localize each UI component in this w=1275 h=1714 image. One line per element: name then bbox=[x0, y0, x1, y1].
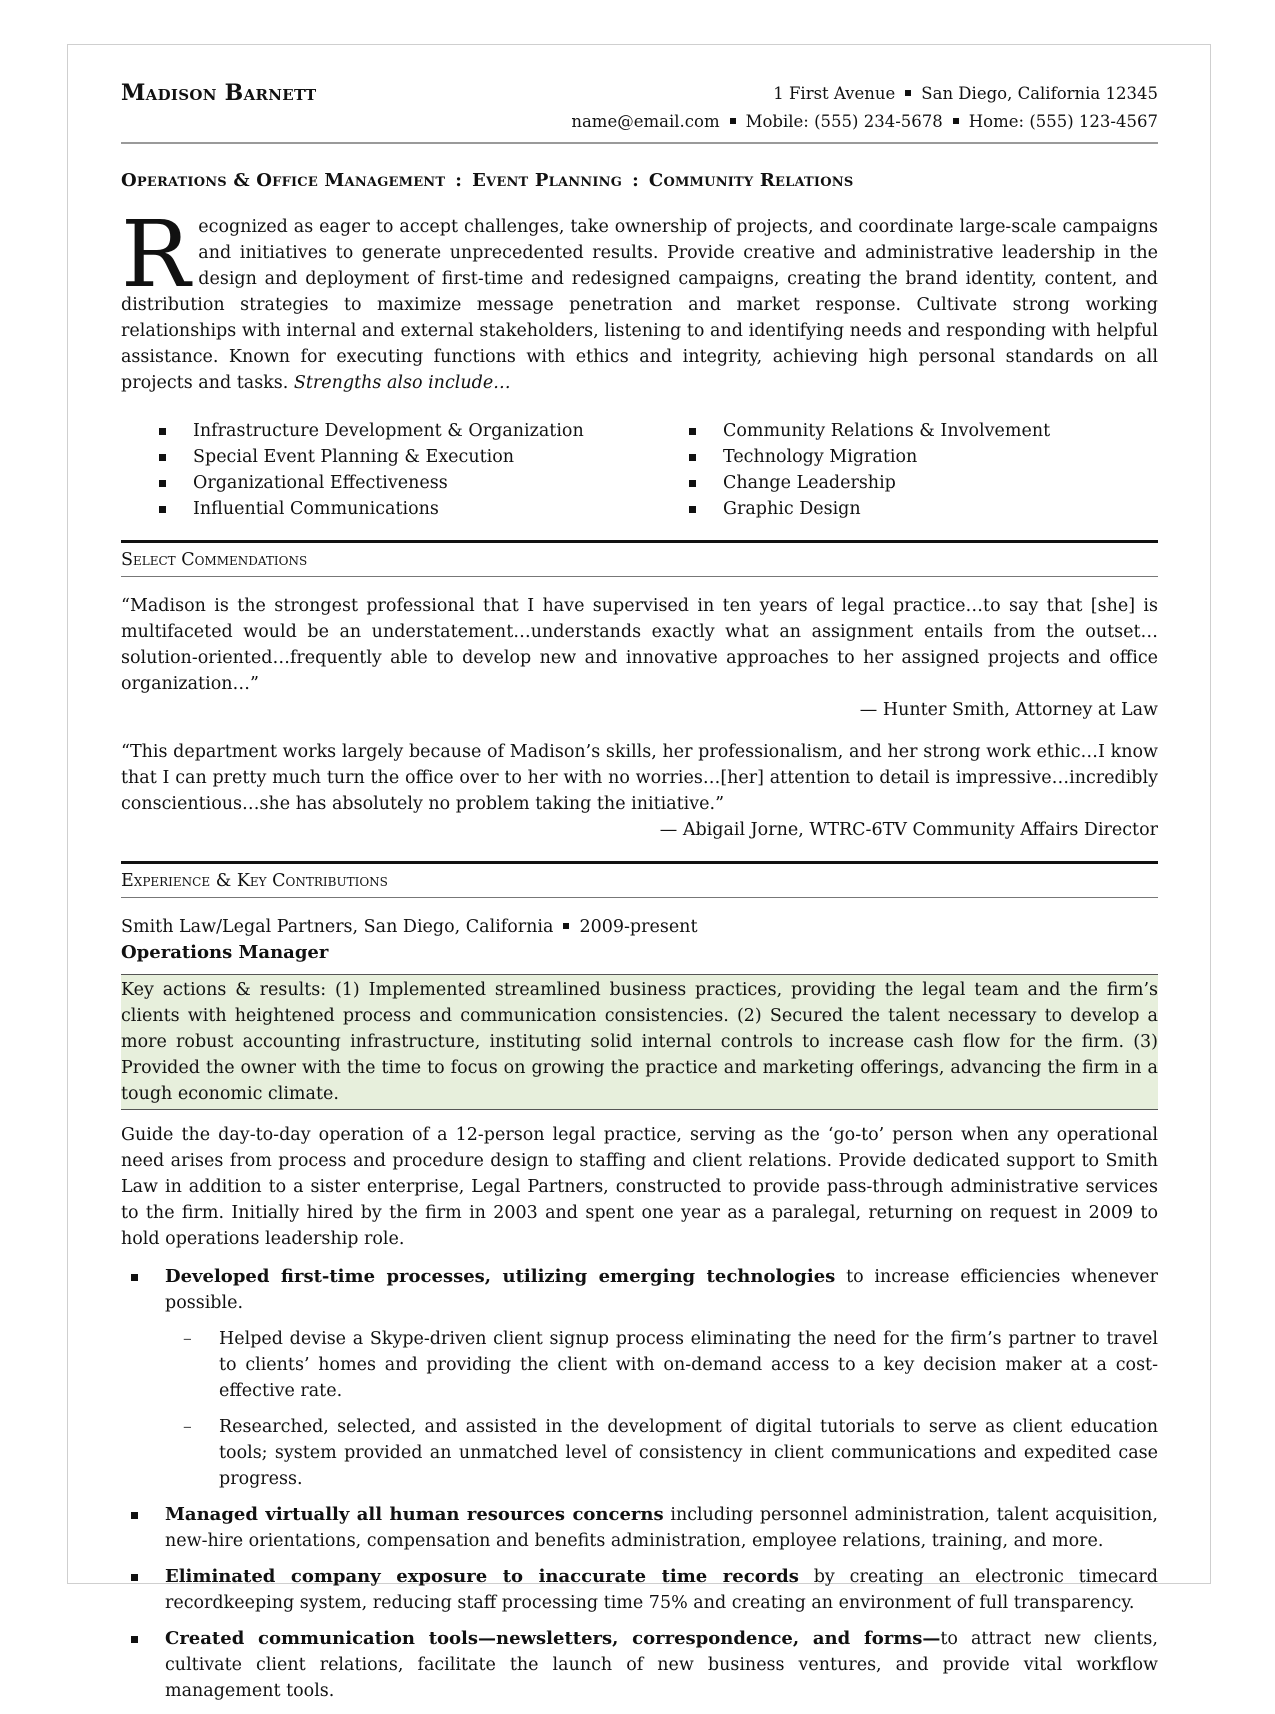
achievement-item bbox=[121, 1264, 1158, 1492]
square-bullet-icon bbox=[905, 90, 911, 96]
achievement-text: including personnel administration, talent acquisition, new-hire orientations, compensation and benefits administration, employee relations, training, and more. bbox=[165, 1505, 1158, 1551]
achievement-list bbox=[121, 1264, 1158, 1704]
achievement-item bbox=[121, 1564, 1158, 1616]
key-results-box: Key actions & results: (1) Implemented streamlined business practices, providing the legal team and the firm’s clients with heightened process and communication consistencies. (2) Secured the talent necessary to develop a more robust accounting infrastructure, instituting solid internal controls to increase cash flow for the firm. (3) Provided the owner with the time to focus on growing the practice and marketing offerings, advancing the firm in a tough economic climate. bbox=[121, 974, 1158, 1110]
headline-item: Operations & Office Management bbox=[121, 170, 446, 191]
skill-item: Special Event Planning & Execution bbox=[159, 444, 689, 470]
achievement-text: by creating an electronic timecard recordkeeping system, reducing staff processing time 75% and creating an environment of full transparency. bbox=[165, 1567, 1158, 1613]
achievement-item bbox=[121, 1502, 1158, 1554]
headline-item: Community Relations bbox=[648, 170, 854, 191]
achievement-text: to attract new clients, cultivate client relations, facilitate the launch of new business ventures, and provide vital workflow management tools. bbox=[165, 1629, 1158, 1701]
skills-column-right bbox=[689, 418, 1050, 522]
skill-item: Infrastructure Development & Organization bbox=[159, 418, 689, 444]
employment-dates: 2009-present bbox=[579, 917, 698, 937]
achievement-item bbox=[121, 1626, 1158, 1704]
section-heading-commendations: Select Commendations bbox=[121, 540, 1158, 577]
drop-cap: R bbox=[121, 201, 191, 308]
commendation-quote bbox=[121, 739, 1158, 843]
skill-item: Graphic Design bbox=[689, 496, 1050, 522]
headline-separator: : bbox=[455, 170, 463, 191]
resume-document bbox=[121, 76, 1158, 1714]
skill-item: Change Leadership bbox=[689, 470, 1050, 496]
street-address: 1 First Avenue bbox=[773, 84, 896, 103]
email-address: name@email.com bbox=[571, 112, 720, 131]
candidate-name: Madison Barnett bbox=[121, 80, 317, 106]
summary-text: ecognized as eager to accept challenges, take ownership of projects, and coordinate large-scale campaigns and initiatives to generate unprecedented results. Provide creative and administrative leadership in the design and deployment of first-time and redesigned campaigns, creating the brand identity, content, and distribution strategies to maximize message penetration and market response. Cultivate strong working relationships with internal and external stakeholders, listening to and identifying needs and responding with helpful assistance. Known for executing functions with ethics and integrity, achieving high personal standards on all projects and tasks. bbox=[121, 217, 1158, 393]
sub-achievement-item: – Helped devise a Skype-driven client signup process eliminating the need for the firm’s partner to travel to clients’ homes and providing the client with on-demand access to a key decision maker at a cost-effective rate. bbox=[165, 1326, 1158, 1404]
header-divider bbox=[121, 142, 1158, 144]
contact-block bbox=[571, 80, 1158, 136]
headline bbox=[121, 168, 1158, 194]
achievement-lead: Managed virtually all human resources concerns bbox=[165, 1504, 664, 1525]
employer-name: Smith Law/Legal Partners, San Diego, California bbox=[121, 917, 554, 937]
city-state-zip: San Diego, California 12345 bbox=[921, 84, 1158, 103]
home-phone: Home: (555) 123-4567 bbox=[968, 112, 1158, 131]
headline-separator: : bbox=[632, 170, 639, 191]
sub-achievement-item: – Researched, selected, and assisted in the development of digital tutorials to serve as client education tools; system provided an unmatched level of consistency in client communications and expedited case progress. bbox=[165, 1414, 1158, 1492]
summary-paragraph bbox=[121, 201, 1158, 396]
achievement-lead: Developed first-time processes, utilizing emerging technologies bbox=[165, 1266, 836, 1287]
quote-attribution: — Abigail Jorne, WTRC-6TV Community Affairs Director bbox=[659, 820, 1158, 840]
square-bullet-icon bbox=[563, 923, 569, 929]
quote-text: “This department works largely because of Madison’s skills, her professionalism, and her strong work ethic…I know that I can pretty much turn the office over to her with no worries…[her] attention to detail is impressive…incredibly conscientious…she has absolutely no problem taking the initiative.” bbox=[121, 742, 1158, 814]
phone-line bbox=[571, 108, 1158, 136]
commendation-quote bbox=[121, 593, 1158, 723]
achievement-lead: Created communication tools—newsletters, correspondence, and forms— bbox=[165, 1628, 941, 1649]
address-line bbox=[571, 80, 1158, 108]
employer-line bbox=[121, 914, 1158, 940]
quote-attribution: — Hunter Smith, Attorney at Law bbox=[859, 700, 1158, 720]
square-bullet-icon bbox=[953, 118, 959, 124]
achievement-lead: Eliminated company exposure to inaccurate time records bbox=[165, 1566, 799, 1587]
section-heading-experience: Experience & Key Contributions bbox=[121, 861, 1158, 898]
mobile-phone: Mobile: (555) 234-5678 bbox=[745, 112, 943, 131]
headline-item: Event Planning bbox=[472, 170, 623, 191]
skill-item: Influential Communications bbox=[159, 496, 689, 522]
summary-italic-tail: Strengths also include… bbox=[293, 373, 511, 393]
job-description: Guide the day-to-day operation of a 12-person legal practice, serving as the ‘go-to’ person when any operational need arises from process and procedure design to staffing and client relations. Provide dedicated support to Smith Law in addition to a sister enterprise, Legal Partners, constructed to provide pass-through administrative services to the firm. Initially hired by the firm in 2003 and spent one year as a paralegal, returning on request in 2009 to hold operations leadership role. bbox=[121, 1125, 1158, 1249]
job-title: Operations Manager bbox=[121, 942, 329, 963]
resume-header bbox=[121, 76, 1158, 136]
square-bullet-icon bbox=[730, 118, 736, 124]
sub-achievement-list bbox=[165, 1326, 1158, 1492]
skill-item: Community Relations & Involvement bbox=[689, 418, 1050, 444]
skills-list bbox=[121, 418, 1158, 522]
skills-column-left bbox=[121, 418, 689, 522]
achievement-text: to increase efficiencies whenever possible. bbox=[165, 1267, 1158, 1313]
skill-item: Organizational Effectiveness bbox=[159, 470, 689, 496]
skill-item: Technology Migration bbox=[689, 444, 1050, 470]
quote-text: “Madison is the strongest professional that I have supervised in ten years of legal practice…to say that [she] is multifaceted would be an understatement…understands exactly what an assignment entails from the outset…solution-oriented…frequently able to develop new and innovative approaches to her assigned projects and office organization…” bbox=[121, 596, 1158, 694]
